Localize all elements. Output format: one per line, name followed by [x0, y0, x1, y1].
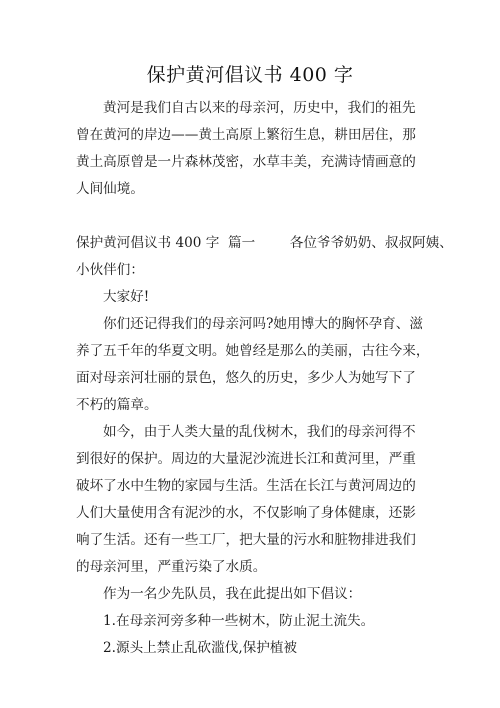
para1-line-4: 不朽的篇章。	[76, 397, 158, 413]
para2-line-5: 响了生活。还有一些工厂，把大量的污水和脏物排进我们	[76, 532, 416, 548]
intro-line-2: 曾在黄河的岸边——黄土高原上繁衍生息，耕田居住，那	[76, 127, 416, 143]
para1-line-1: 你们还记得我们的母亲河吗?她用博大的胸怀孕育、滋	[103, 316, 423, 332]
list-item-1: 1.在母亲河旁多种一些树木，防止泥土流失。	[103, 613, 375, 629]
intro-line-4: 人间仙境。	[76, 181, 144, 197]
para2-line-6: 的母亲河里，严重污染了水质。	[76, 559, 267, 575]
greeting: 大家好!	[103, 289, 150, 305]
section-heading-cont: 小伙伴们：	[76, 262, 144, 278]
intro-line-3: 黄土高原曾是一片森林茂密，水草丰美，充满诗情画意的	[76, 154, 416, 170]
para2-line-4: 人们大量使用含有泥沙的水，不仅影响了身体健康，还影	[76, 505, 416, 521]
document-title: 保护黄河倡议书 400 字	[146, 64, 354, 86]
list-item-2: 2.源头上禁止乱砍滥伐,保护植被	[103, 640, 298, 656]
para2-line-3: 破坏了水中生物的家园与生活。生活在长江与黄河周边的	[76, 478, 416, 494]
para2-line-2: 到很好的保护。周边的大量泥沙流进长江和黄河里，严重	[76, 451, 416, 467]
para3-line: 作为一名少先队员，我在此提出如下倡议：	[103, 586, 362, 602]
para1-line-2: 养了五千年的华夏文明。她曾经是那么的美丽，古往今来，	[76, 343, 430, 359]
para2-line-1: 如今，由于人类大量的乱伐树木，我们的母亲河得不	[103, 424, 416, 440]
para1-line-3: 面对母亲河壮丽的景色，悠久的历史，多少人为她写下了	[76, 370, 416, 386]
section-heading: 保护黄河倡议书 400 字 篇一 各位爷爷奶奶、叔叔阿姨、	[76, 235, 453, 251]
intro-line-1: 黄河是我们自古以来的母亲河，历史中，我们的祖先	[103, 100, 416, 116]
